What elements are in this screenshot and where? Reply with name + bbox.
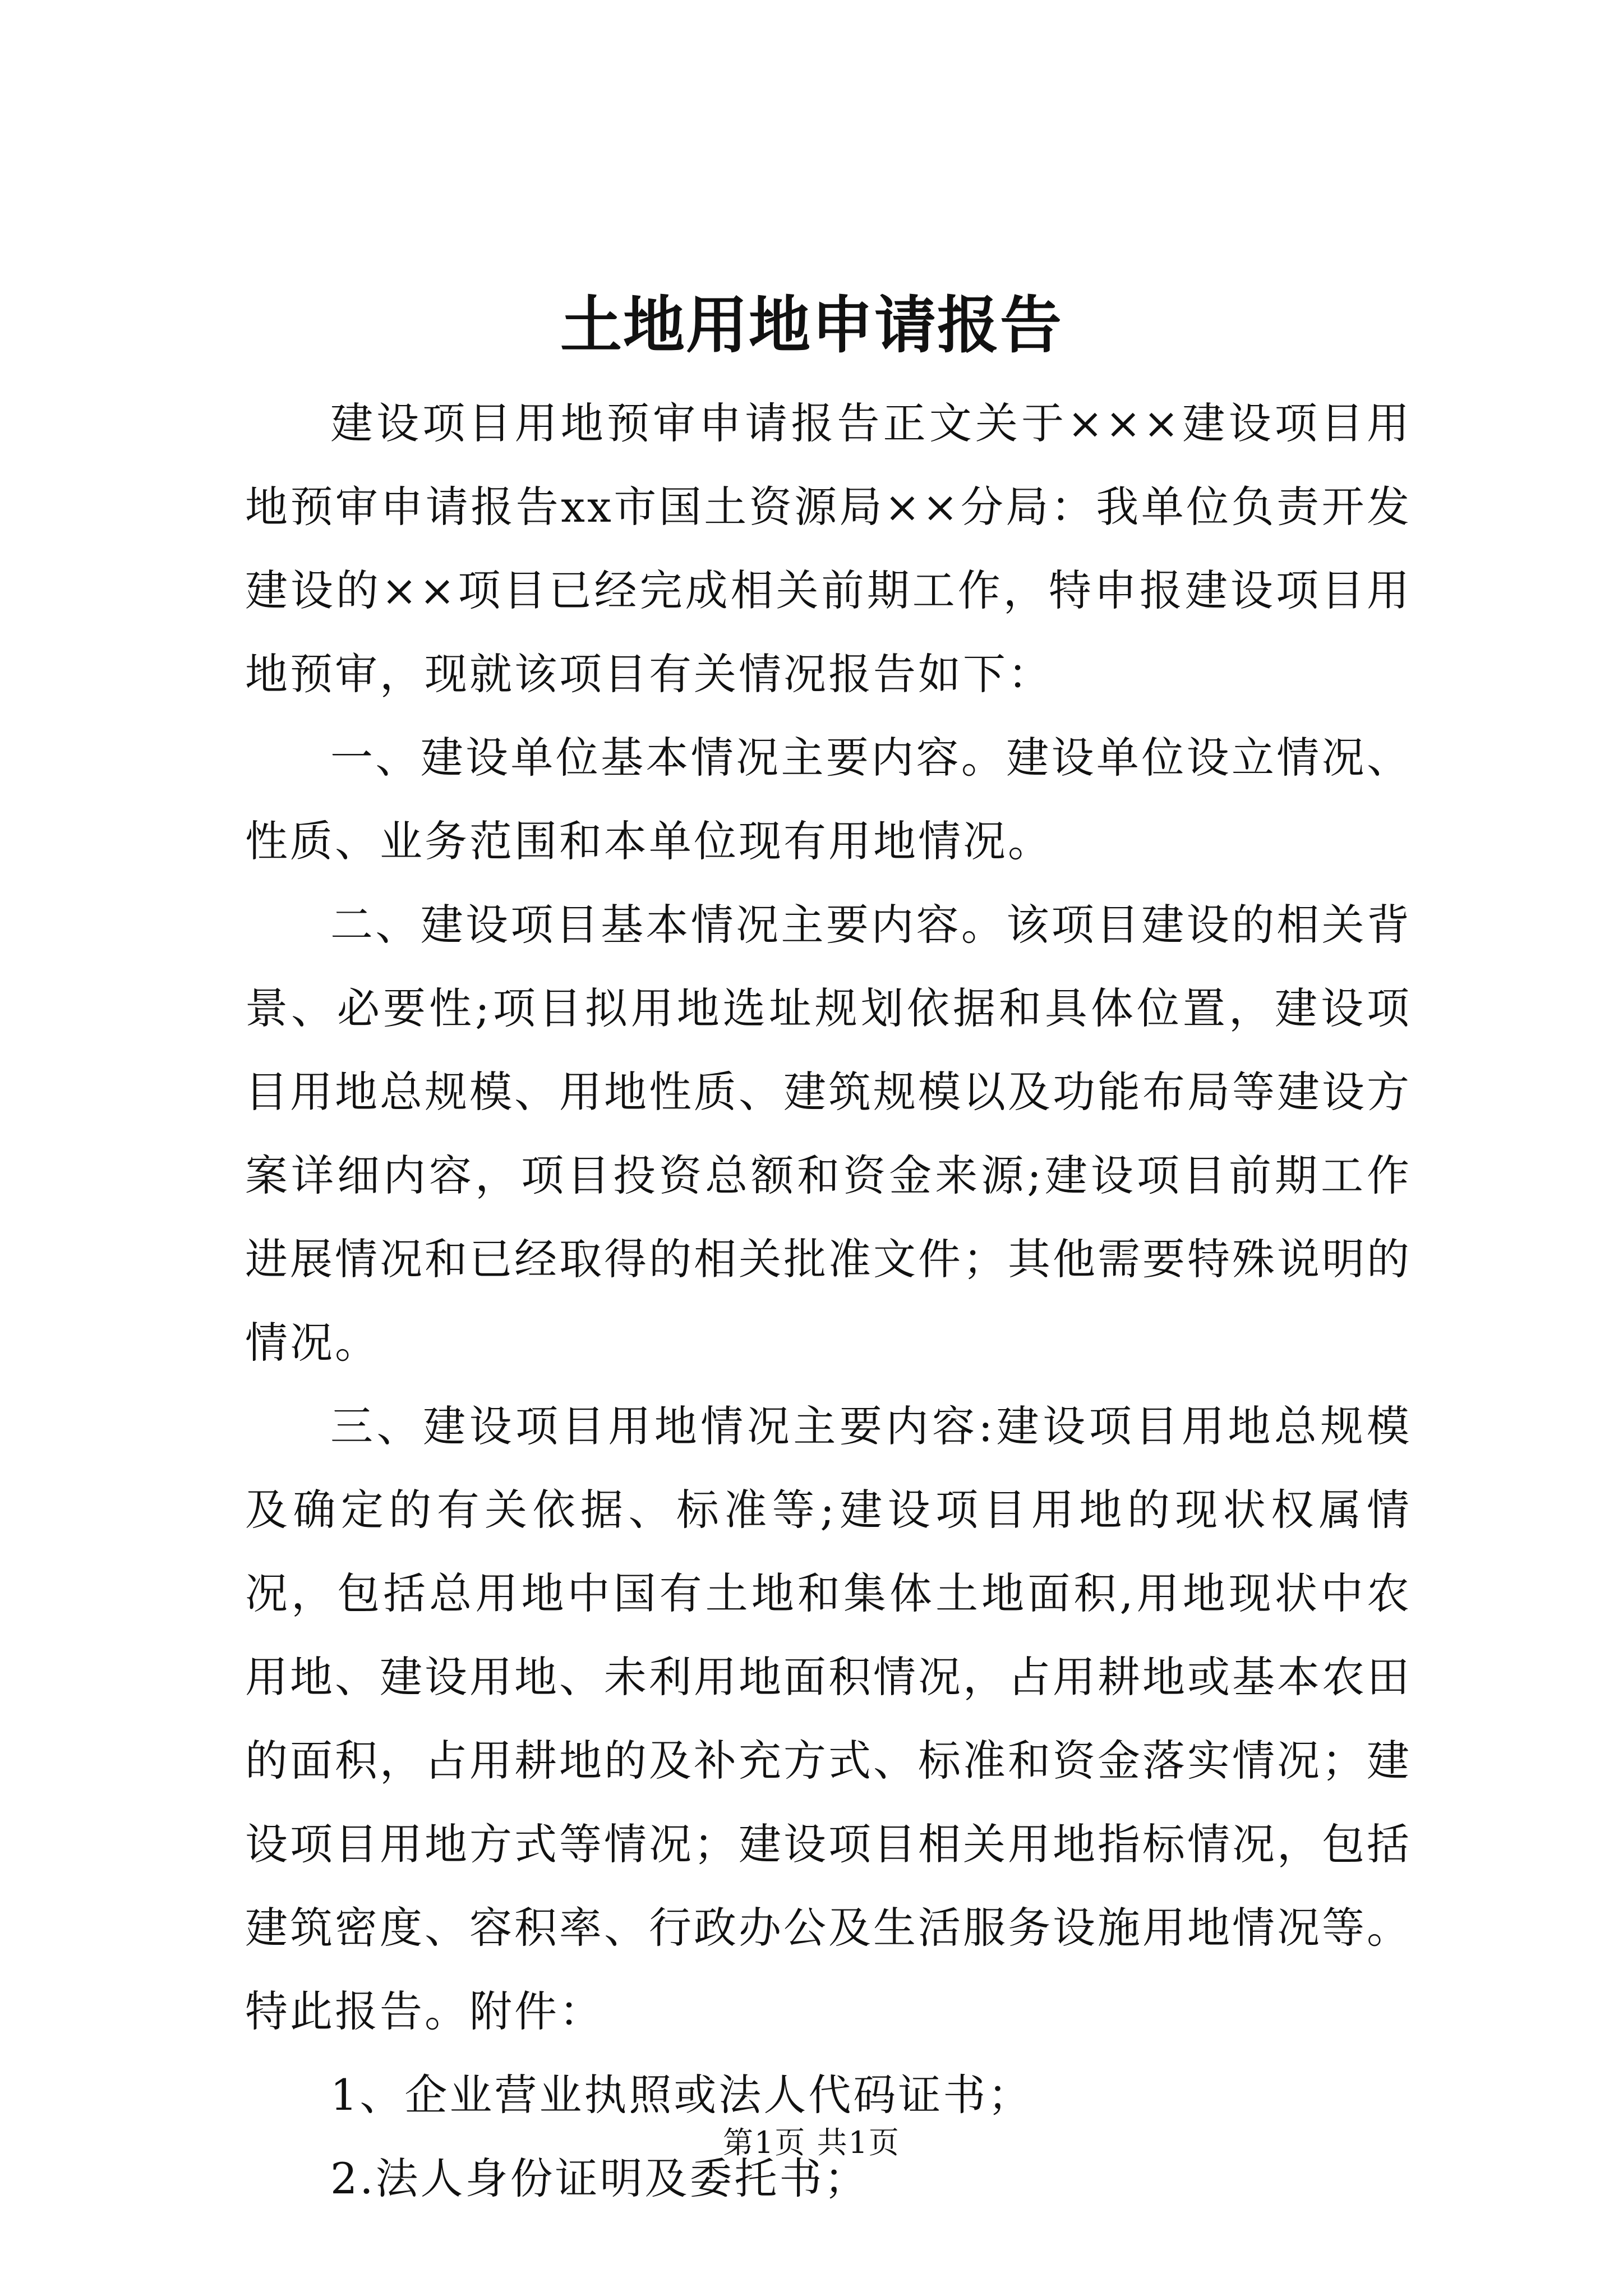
section-3-paragraph: 三、建设项目用地情况主要内容:建设项目用地总规模及确定的有关依据、标准等;建设项目用地的现状权属情况，包括总用地中国有土地和集体土地面积,用地现状中农用地、建设用地、未利用地面积情况，占用耕地或基本农田的面积，占用耕地的及补充方式、标准和资金落实情况；建设项目用地方式等情况；建设项目相关用地指标情况，包括建筑密度、容积率、行政办公及生活服务设施用地情况等。特此报告。附件： [245,1401,1412,2036]
intro-paragraph: 建设项目用地预审申请报告正文关于×××建设项目用地预审申请报告xx市国土资源局××分局：我单位负责开发建设的××项目已经完成相关前期工作，特申报建设项目用地预审，现就该项目有关情况报告如下： [245,398,1412,699]
document-body [245,381,1412,2220]
page-number-footer: 第1页 共1页 [723,2125,900,2160]
section-1-paragraph: 一、建设单位基本情况主要内容。建设单位设立情况、性质、业务范围和本单位现有用地情况。 [245,733,1412,866]
document-title: 土地用地申请报告 [560,289,1063,361]
section-2-paragraph: 二、建设项目基本情况主要内容。该项目建设的相关背景、必要性;项目拟用地选址规划依据和具体位置，建设项目用地总规模、用地性质、建筑规模以及功能布局等建设方案详细内容，项目投资总额和资金来源;建设项目前期工作进展情况和已经取得的相关批准文件；其他需要特殊说明的情况。 [245,900,1412,1368]
attachment-item-2: 2.法人身份证明及委托书； [330,2154,869,2203]
attachment-item-1: 1、企业营业执照或法人代码证书； [330,2070,1033,2120]
